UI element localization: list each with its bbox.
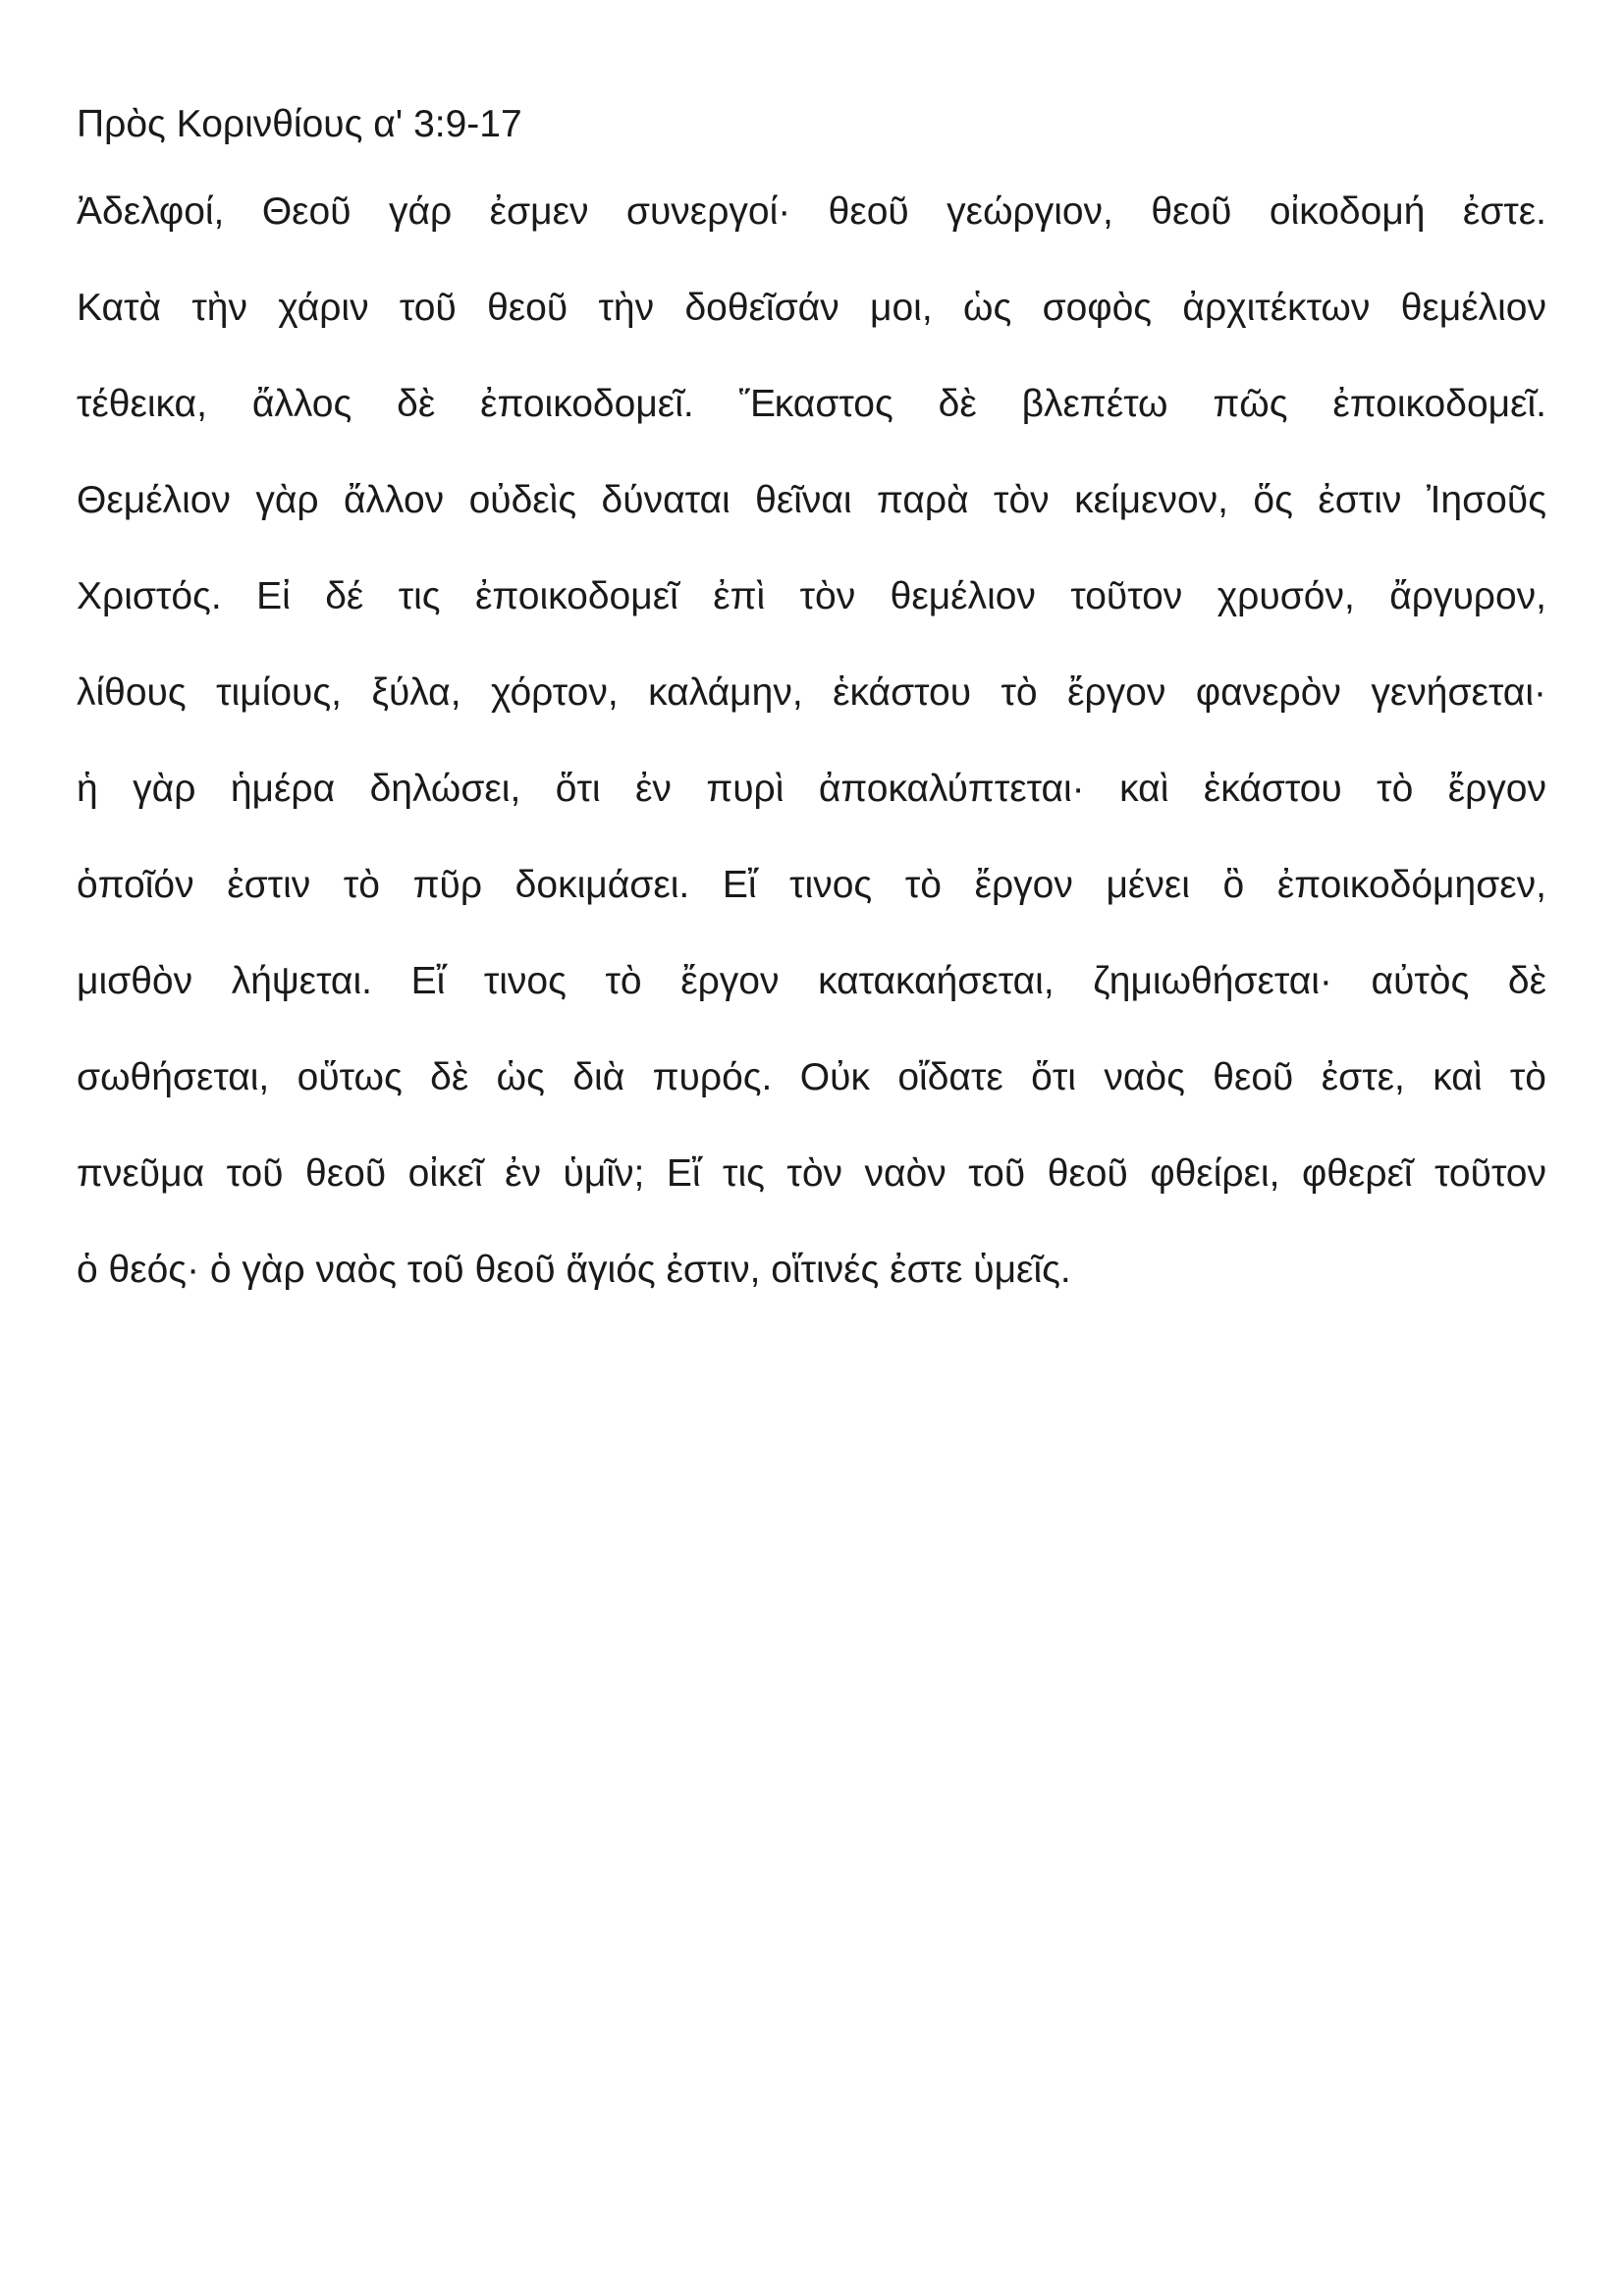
text-line: Ἀδελφοί, Θεοῦ γάρ ἐσμεν συνεργοί· θεοῦ γεώργιον, θεοῦ οἰκοδομή ἐστε.	[77, 190, 1546, 233]
text-line: ἡ γὰρ ἡμέρα δηλώσει, ὅτι ἐν πυρὶ ἀποκαλύπτεται· καὶ ἑκάστου τὸ ἔργον	[77, 768, 1546, 810]
text-line: μισθὸν λήψεται. Εἴ τινος τὸ ἔργον κατακαήσεται, ζημιωθήσεται· αὐτὸς δὲ	[77, 960, 1546, 1002]
text-line: Θεμέλιον γὰρ ἄλλον οὐδεὶς δύναται θεῖναι παρὰ τὸν κείμενον, ὅς ἐστιν Ἰησοῦς	[77, 479, 1546, 521]
passage-text	[77, 164, 1546, 1318]
text-line: ὁ θεός· ὁ γὰρ ναὸς τοῦ θεοῦ ἅγιός ἐστιν, οἵτινές ἐστε ὑμεῖς.	[77, 1249, 1071, 1291]
text-line: πνεῦμα τοῦ θεοῦ οἰκεῖ ἐν ὑμῖν; Εἴ τις τὸν ναὸν τοῦ θεοῦ φθείρει, φθερεῖ τοῦτον	[77, 1152, 1546, 1195]
text-line: λίθους τιμίους, ξύλα, χόρτον, καλάμην, ἑκάστου τὸ ἔργον φανερὸν γενήσεται·	[77, 671, 1546, 714]
text-line: ὁποῖόν ἐστιν τὸ πῦρ δοκιμάσει. Εἴ τινος τὸ ἔργον μένει ὃ ἐποικοδόμησεν,	[77, 864, 1546, 906]
text-line: σωθήσεται, οὕτως δὲ ὡς διὰ πυρός. Οὐκ οἴδατε ὅτι ναὸς θεοῦ ἐστε, καὶ τὸ	[77, 1056, 1546, 1098]
text-line: Κατὰ τὴν χάριν τοῦ θεοῦ τὴν δοθεῖσάν μοι, ὡς σοφὸς ἀρχιτέκτων θεμέλιον	[77, 287, 1546, 329]
text-line: Χριστός. Εἰ δέ τις ἐποικοδομεῖ ἐπὶ τὸν θεμέλιον τοῦτον χρυσόν, ἄργυρον,	[77, 575, 1546, 617]
text-line: τέθεικα, ἄλλος δὲ ἐποικοδομεῖ. Ἕκαστος δὲ βλεπέτω πῶς ἐποικοδομεῖ.	[77, 383, 1546, 425]
passage-heading: Πρὸς Κορινθίους α' 3:9-17	[77, 103, 522, 145]
